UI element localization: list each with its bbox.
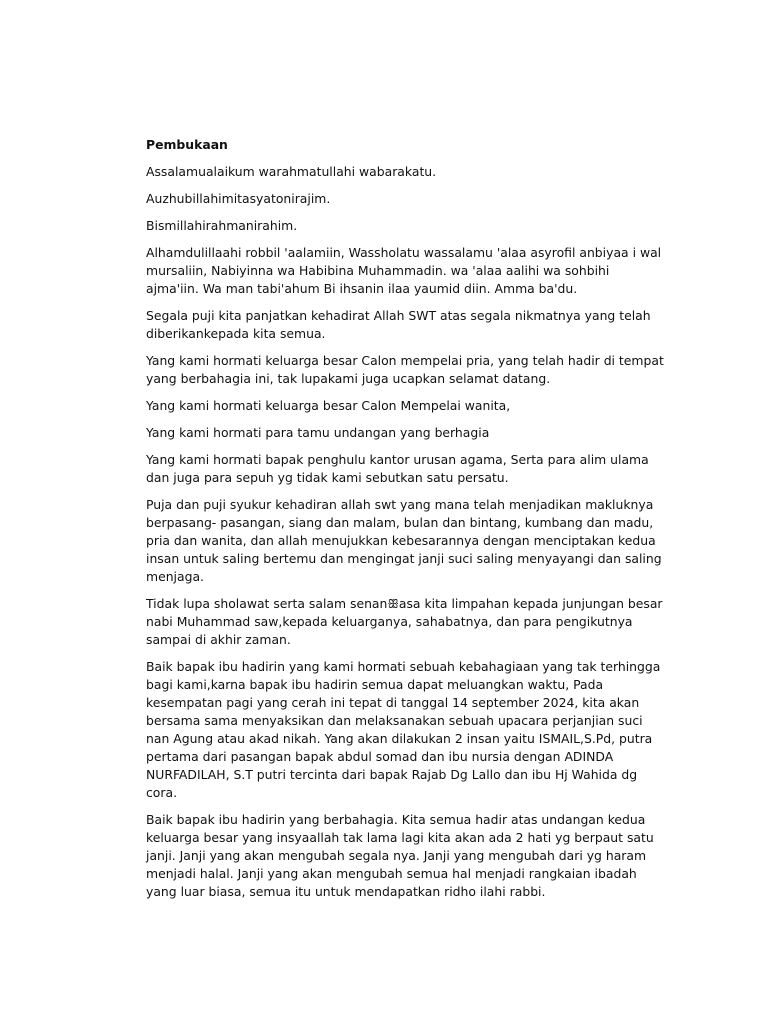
paragraph-sholawat: Tidak lupa sholawat serta salam senanꕥasa kita limpahan kepada junjungan besar nabi Muhammad saw,kepada keluarganya, sahabatnya, dan para pengikutnya sampai di akhir zaman.: [146, 596, 663, 647]
paragraph-hamdalah: Alhamdulillaahi robbil 'aalamiin, Wassholatu wassalamu 'alaa asyrofil anbiyaa i wal mursaliin, Nabiyinna wa Habibina Muhammadin. wa 'alaa aalihi wa sohbihi ajma'iin. Wa man tabi'ahum Bi ihsanin ilaa yaumid diin. Amma ba'du.: [146, 245, 662, 296]
paragraph-puja-puji: Puja dan puji syukur kehadiran allah swt yang mana telah menjadikan makluknya berpasang- pasangan, siang dan malam, bulan dan bintang, kumbang dan madu, pria dan wanita, dan allah menujukkan kebesarannya dengan menciptakan kedua insan untuk saling bertemu dan mengingat janji suci saling menyayangi dan saling menjaga.: [146, 497, 662, 584]
paragraph-hormat-keluarga-pria: Yang kami hormati keluarga besar Calon mempelai pria, yang telah hadir di tempat yang berbahagia ini, tak lupakami juga ucapkan selamat datang.: [146, 353, 664, 386]
paragraph-janji: Baik bapak ibu hadirin yang berbahagia. Kita semua hadir atas undangan kedua keluarga besar yang insyaallah tak lama lagi kita akan ada 2 hati yg berpaut satu janji. Janji yang akan mengubah segala nya. Janji yang mengubah dari yg haram menjadi halal. Janji yang akan mengubah semua hal menjadi rangkaian ibadah yang luar biasa, semua itu untuk mendapatkan ridho ilahi rabbi.: [146, 812, 654, 899]
paragraph-basmalah: Bismillahirahmanirahim.: [146, 218, 298, 233]
paragraph-akad-nikah: Baik bapak ibu hadirin yang kami hormati sebuah kebahagiaan yang tak terhingga bagi kami,karna bapak ibu hadirin semua dapat meluangkan waktu, Pada kesempatan pagi yang cerah ini tepat di tanggal 14 september 2024, kita akan bersama sama menyaksikan dan melaksanakan sebuah upacara perjanjian suci nan Agung atau akad nikah. Yang akan dilakukan 2 insan yaitu ISMAIL,S.Pd, putra pertama dari pasangan bapak abdul somad dan ibu nursia dengan ADINDA NURFADILAH, S.T putri tercinta dari bapak Rajab Dg Lallo dan ibu Hj Wahida dg cora.: [146, 659, 661, 800]
paragraph-taawudz: Auzhubillahimitasyatonirajim.: [146, 191, 331, 206]
paragraph-hormat-keluarga-wanita: Yang kami hormati keluarga besar Calon Mempelai wanita,: [146, 398, 511, 413]
document-page: [146, 136, 666, 910]
paragraph-salam: Assalamualaikum warahmatullahi wabarakatu.: [146, 164, 437, 179]
document-heading: Pembukaan: [146, 137, 228, 152]
paragraph-hormat-tamu: Yang kami hormati para tamu undangan yang berhagia: [146, 425, 490, 440]
paragraph-hormat-penghulu: Yang kami hormati bapak penghulu kantor urusan agama, Serta para alim ulama dan juga para sepuh yg tidak kami sebutkan satu persatu.: [146, 452, 649, 485]
paragraph-puji-syukur: Segala puji kita panjatkan kehadirat Allah SWT atas segala nikmatnya yang telah diberikankepada kita semua.: [146, 308, 651, 341]
